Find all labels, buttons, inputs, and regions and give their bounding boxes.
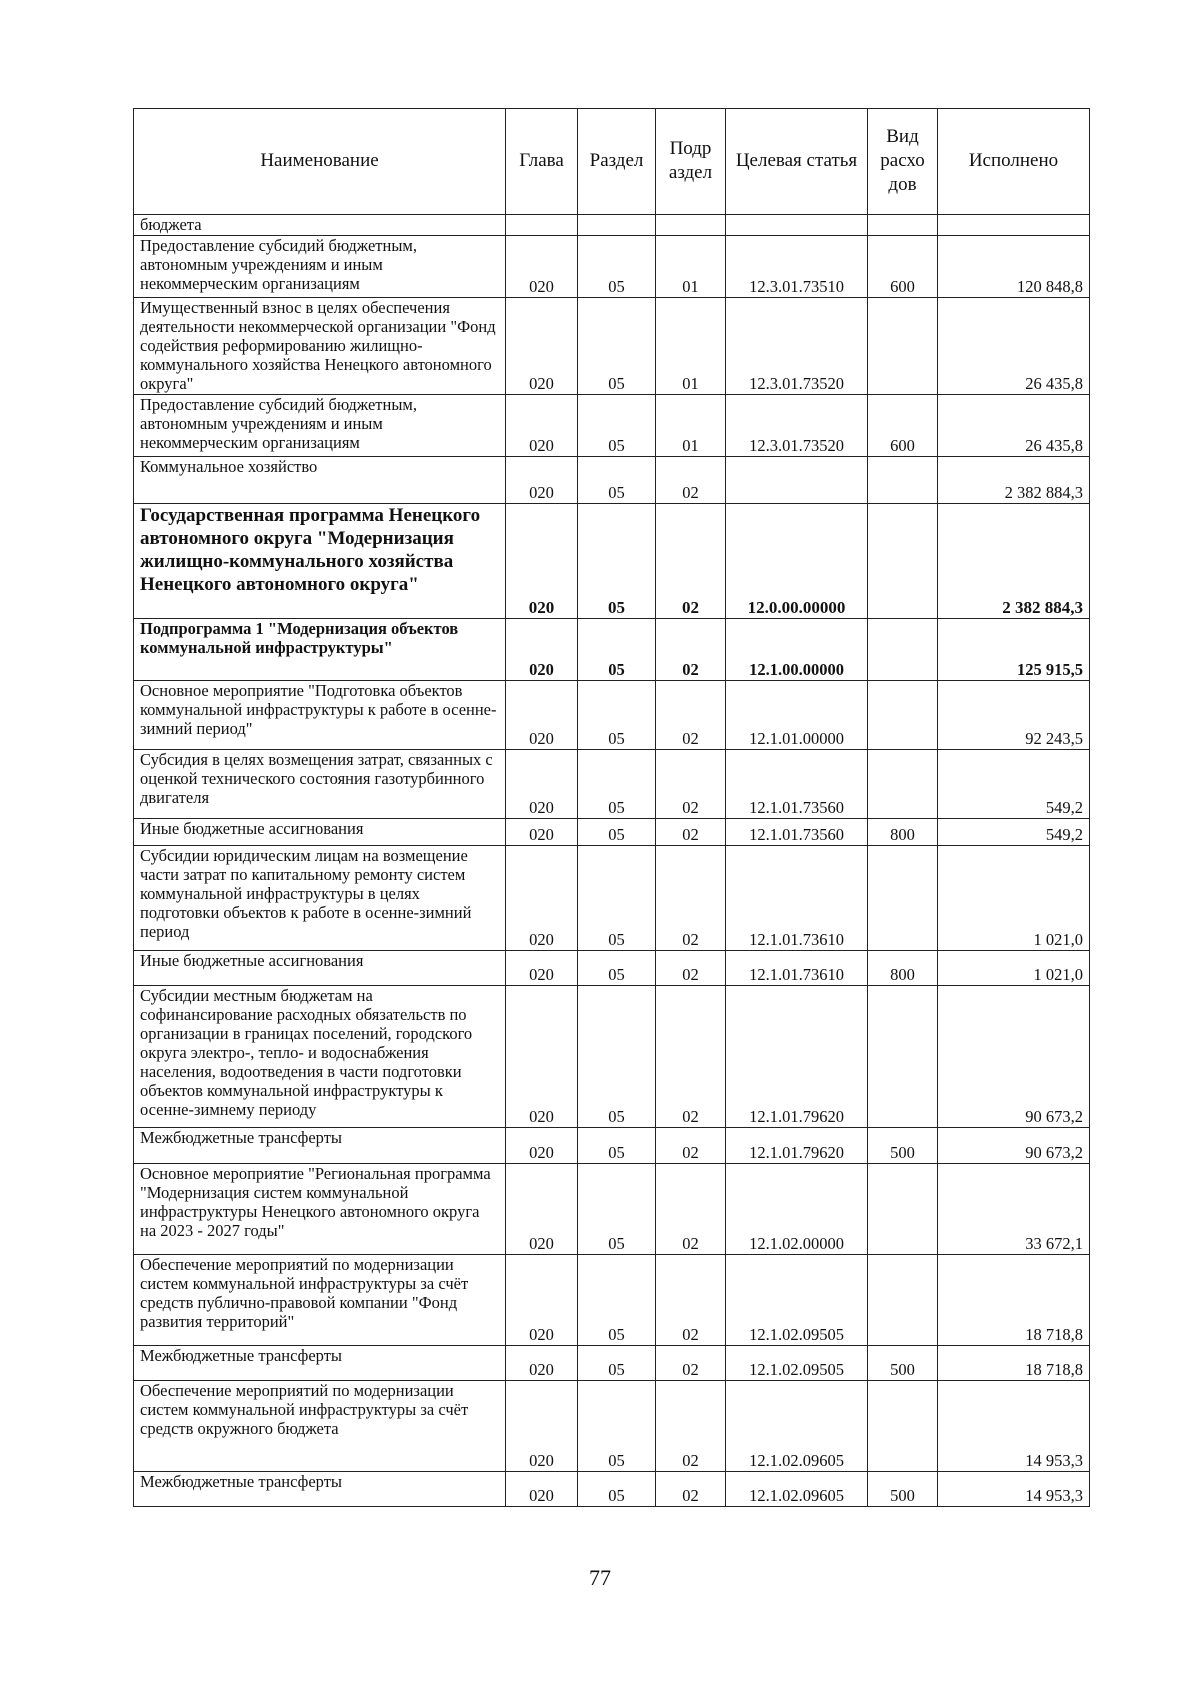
- cell-ispolneno: 92 243,5: [938, 681, 1090, 750]
- cell-celevaya: 12.1.01.79620: [726, 1128, 868, 1164]
- cell-glava: 020: [506, 819, 578, 846]
- cell-razdel: 05: [578, 457, 656, 504]
- table-row: [134, 819, 1090, 846]
- cell-celevaya: [726, 457, 868, 504]
- cell-name: Субсидия в целях возмещения затрат, связанных с оценкой технического состояния газотурбинного двигателя: [134, 750, 506, 819]
- cell-podrazdel: [656, 215, 726, 236]
- cell-name: Основное мероприятие "Региональная программа "Модернизация систем коммунальной инфраструктуры Ненецкого автономного округа на 2023 - 2027 годы": [134, 1164, 506, 1255]
- cell-celevaya: 12.1.01.73610: [726, 846, 868, 951]
- cell-vid: 500: [868, 1472, 938, 1507]
- cell-razdel: 05: [578, 619, 656, 681]
- cell-podrazdel: 02: [656, 681, 726, 750]
- cell-celevaya: 12.1.01.73610: [726, 951, 868, 986]
- cell-vid: [868, 619, 938, 681]
- table-row: [134, 1381, 1090, 1472]
- cell-celevaya: [726, 215, 868, 236]
- table-row: [134, 1346, 1090, 1381]
- cell-ispolneno: 18 718,8: [938, 1346, 1090, 1381]
- cell-razdel: 05: [578, 1346, 656, 1381]
- table-row: [134, 298, 1090, 395]
- cell-podrazdel: 02: [656, 1381, 726, 1472]
- cell-glava: 020: [506, 846, 578, 951]
- cell-vid: [868, 1255, 938, 1346]
- cell-razdel: 05: [578, 395, 656, 457]
- table-row: [134, 1255, 1090, 1346]
- cell-ispolneno: 1 021,0: [938, 951, 1090, 986]
- cell-ispolneno: 26 435,8: [938, 395, 1090, 457]
- cell-ispolneno: 549,2: [938, 819, 1090, 846]
- cell-glava: 020: [506, 1255, 578, 1346]
- cell-podrazdel: 02: [656, 846, 726, 951]
- cell-razdel: 05: [578, 1381, 656, 1472]
- cell-vid: [868, 457, 938, 504]
- cell-podrazdel: 02: [656, 1346, 726, 1381]
- cell-celevaya: 12.1.02.09605: [726, 1472, 868, 1507]
- cell-celevaya: 12.3.01.73520: [726, 395, 868, 457]
- table-row: [134, 750, 1090, 819]
- header-ispolneno: Исполнено: [938, 109, 1090, 215]
- cell-celevaya: 12.3.01.73510: [726, 236, 868, 298]
- cell-name: Обеспечение мероприятий по модернизации систем коммунальной инфраструктуры за счёт средств окружного бюджета: [134, 1381, 506, 1472]
- cell-celevaya: 12.1.02.09505: [726, 1255, 868, 1346]
- cell-name: Коммунальное хозяйство: [134, 457, 506, 504]
- header-razdel: Раздел: [578, 109, 656, 215]
- cell-vid: [868, 750, 938, 819]
- cell-glava: 020: [506, 298, 578, 395]
- table-row: [134, 215, 1090, 236]
- cell-vid: [868, 1381, 938, 1472]
- cell-ispolneno: 2 382 884,3: [938, 457, 1090, 504]
- cell-ispolneno: 18 718,8: [938, 1255, 1090, 1346]
- cell-glava: 020: [506, 1472, 578, 1507]
- cell-glava: 020: [506, 395, 578, 457]
- table-row: [134, 236, 1090, 298]
- cell-celevaya: 12.1.02.09605: [726, 1381, 868, 1472]
- cell-ispolneno: 26 435,8: [938, 298, 1090, 395]
- cell-name: Предоставление субсидий бюджетным, автономным учреждениям и иным некоммерческим организациям: [134, 395, 506, 457]
- cell-name: Предоставление субсидий бюджетным, автономным учреждениям и иным некоммерческим организациям: [134, 236, 506, 298]
- cell-glava: 020: [506, 504, 578, 619]
- table-row: [134, 846, 1090, 951]
- cell-podrazdel: 02: [656, 1128, 726, 1164]
- table-row: [134, 1472, 1090, 1507]
- cell-podrazdel: 02: [656, 1472, 726, 1507]
- cell-name: Имущественный взнос в целях обеспечения деятельности некоммерческой организации "Фонд содействия реформированию жилищно-коммунального хозяйства Ненецкого автономного округа": [134, 298, 506, 395]
- cell-podrazdel: 02: [656, 819, 726, 846]
- cell-celevaya: 12.3.01.73520: [726, 298, 868, 395]
- table-row: [134, 986, 1090, 1128]
- cell-vid: 600: [868, 395, 938, 457]
- table-body: [134, 215, 1090, 1507]
- cell-razdel: 05: [578, 1128, 656, 1164]
- header-celevaya-statya: Целевая статья: [726, 109, 868, 215]
- cell-podrazdel: 02: [656, 986, 726, 1128]
- cell-ispolneno: 14 953,3: [938, 1381, 1090, 1472]
- cell-ispolneno: 1 021,0: [938, 846, 1090, 951]
- cell-vid: 500: [868, 1128, 938, 1164]
- cell-name: Межбюджетные трансферты: [134, 1128, 506, 1164]
- cell-podrazdel: 02: [656, 1164, 726, 1255]
- cell-name: Субсидии юридическим лицам на возмещение части затрат по капитальному ремонту систем коммунальной инфраструктуры в целях подготовки объектов к работе в осенне-зимний период: [134, 846, 506, 951]
- cell-vid: [868, 1164, 938, 1255]
- cell-glava: 020: [506, 750, 578, 819]
- cell-glava: 020: [506, 681, 578, 750]
- table-row: [134, 619, 1090, 681]
- cell-vid: [868, 215, 938, 236]
- cell-ispolneno: 120 848,8: [938, 236, 1090, 298]
- table-row: [134, 395, 1090, 457]
- cell-podrazdel: 02: [656, 951, 726, 986]
- cell-vid: [868, 681, 938, 750]
- cell-celevaya: 12.1.01.73560: [726, 750, 868, 819]
- cell-razdel: 05: [578, 986, 656, 1128]
- cell-podrazdel: 01: [656, 395, 726, 457]
- cell-celevaya: 12.1.01.79620: [726, 986, 868, 1128]
- cell-ispolneno: 33 672,1: [938, 1164, 1090, 1255]
- cell-ispolneno: 14 953,3: [938, 1472, 1090, 1507]
- cell-vid: 800: [868, 819, 938, 846]
- cell-name: бюджета: [134, 215, 506, 236]
- cell-ispolneno: [938, 215, 1090, 236]
- cell-razdel: 05: [578, 1164, 656, 1255]
- header-glava: Глава: [506, 109, 578, 215]
- cell-razdel: 05: [578, 504, 656, 619]
- cell-name: Межбюджетные трансферты: [134, 1472, 506, 1507]
- cell-podrazdel: 02: [656, 1255, 726, 1346]
- cell-name: Межбюджетные трансферты: [134, 1346, 506, 1381]
- cell-glava: 020: [506, 1346, 578, 1381]
- cell-razdel: 05: [578, 298, 656, 395]
- cell-vid: 500: [868, 1346, 938, 1381]
- budget-table: [133, 108, 1090, 1507]
- cell-glava: [506, 215, 578, 236]
- cell-razdel: 05: [578, 750, 656, 819]
- table-row: [134, 1128, 1090, 1164]
- cell-glava: 020: [506, 236, 578, 298]
- cell-podrazdel: 01: [656, 298, 726, 395]
- cell-razdel: 05: [578, 951, 656, 986]
- cell-podrazdel: 02: [656, 619, 726, 681]
- cell-razdel: 05: [578, 819, 656, 846]
- cell-glava: 020: [506, 1128, 578, 1164]
- cell-celevaya: 12.1.00.00000: [726, 619, 868, 681]
- table-row: [134, 457, 1090, 504]
- cell-name: Обеспечение мероприятий по модернизации систем коммунальной инфраструктуры за счёт средств публично-правовой компании "Фонд развития территорий": [134, 1255, 506, 1346]
- cell-vid: 800: [868, 951, 938, 986]
- cell-celevaya: 12.0.00.00000: [726, 504, 868, 619]
- cell-ispolneno: 125 915,5: [938, 619, 1090, 681]
- cell-name: Основное мероприятие "Подготовка объектов коммунальной инфраструктуры к работе в осенне-зимний период": [134, 681, 506, 750]
- cell-podrazdel: 02: [656, 750, 726, 819]
- table-row: [134, 951, 1090, 986]
- cell-glava: 020: [506, 986, 578, 1128]
- cell-razdel: 05: [578, 1472, 656, 1507]
- cell-celevaya: 12.1.01.00000: [726, 681, 868, 750]
- cell-vid: [868, 986, 938, 1128]
- cell-vid: [868, 298, 938, 395]
- cell-vid: [868, 504, 938, 619]
- cell-glava: 020: [506, 1164, 578, 1255]
- cell-vid: 600: [868, 236, 938, 298]
- table-row: [134, 1164, 1090, 1255]
- table-header-row: [134, 109, 1090, 215]
- cell-razdel: 05: [578, 236, 656, 298]
- cell-name: Государственная программа Ненецкого автономного округа "Модернизация жилищно-коммунального хозяйства Ненецкого автономного округа": [134, 504, 506, 619]
- table-row: [134, 681, 1090, 750]
- cell-ispolneno: 90 673,2: [938, 986, 1090, 1128]
- cell-razdel: 05: [578, 846, 656, 951]
- header-podrazdel: Подр аздел: [656, 109, 726, 215]
- cell-razdel: [578, 215, 656, 236]
- cell-ispolneno: 549,2: [938, 750, 1090, 819]
- cell-name: Субсидии местным бюджетам на софинансирование расходных обязательств по организации в границах поселений, городского округа электро-, тепло- и водоснабжения населения, водоотведения в части подготовки объектов коммунальной инфраструктуры к осенне-зимнему периоду: [134, 986, 506, 1128]
- cell-celevaya: 12.1.01.73560: [726, 819, 868, 846]
- cell-celevaya: 12.1.02.09505: [726, 1346, 868, 1381]
- cell-ispolneno: 2 382 884,3: [938, 504, 1090, 619]
- cell-celevaya: 12.1.02.00000: [726, 1164, 868, 1255]
- cell-glava: 020: [506, 1381, 578, 1472]
- cell-ispolneno: 90 673,2: [938, 1128, 1090, 1164]
- header-name: Наименование: [134, 109, 506, 215]
- cell-name: Подпрограмма 1 "Модернизация объектов коммунальной инфраструктуры": [134, 619, 506, 681]
- cell-name: Иные бюджетные ассигнования: [134, 951, 506, 986]
- cell-podrazdel: 01: [656, 236, 726, 298]
- cell-podrazdel: 02: [656, 457, 726, 504]
- header-vid-rashodov: Вид расхо дов: [868, 109, 938, 215]
- cell-razdel: 05: [578, 681, 656, 750]
- page-number: 77: [589, 1565, 611, 1590]
- cell-podrazdel: 02: [656, 504, 726, 619]
- table-row: [134, 504, 1090, 619]
- cell-glava: 020: [506, 951, 578, 986]
- cell-vid: [868, 846, 938, 951]
- cell-glava: 020: [506, 619, 578, 681]
- cell-name: Иные бюджетные ассигнования: [134, 819, 506, 846]
- cell-glava: 020: [506, 457, 578, 504]
- cell-razdel: 05: [578, 1255, 656, 1346]
